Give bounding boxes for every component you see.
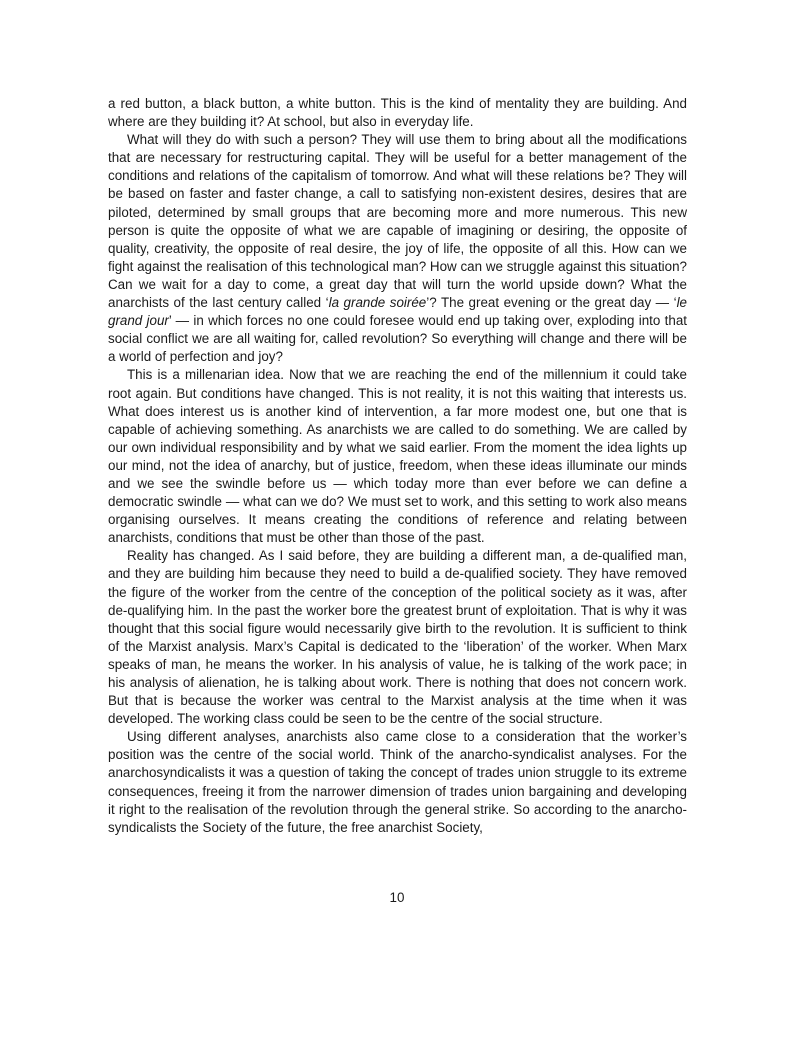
page-body bbox=[108, 95, 687, 837]
paragraph-text: Using different analyses, anarchists also came close to a consideration that the worker’s position was the centre of the social world. Think of the anarcho-syndicalist analyses. For the anarchosyndicalists it was a question of taking the concept of trades union struggle to its extreme consequences, freeing it from the narrower dimension of trades union bargaining and developing it right to the realisation of the revolution through the general strike. So according to the anarcho-syndicalists the Society of the future, the free anarchist Society, bbox=[108, 729, 687, 835]
italic-phrase: le grand jour bbox=[108, 295, 687, 329]
paragraph bbox=[108, 95, 687, 131]
paragraph bbox=[108, 131, 687, 366]
paragraph-text: ’? The great evening or the great day — ‘ bbox=[426, 295, 677, 311]
italic-phrase: la grande soirée bbox=[328, 295, 427, 311]
paragraph bbox=[108, 366, 687, 547]
paragraph-text: a red button, a black button, a white button. This is the kind of mentality they are building. And where are they building it? At school, but also in everyday life. bbox=[108, 96, 687, 130]
paragraph-text: What will they do with such a person? They will use them to bring about all the modifications that are necessary for restructuring capital. They will be useful for a better management of the conditions and relations of the capitalism of tomorrow. And what will these relations be? They will be based on faster and faster change, a call to satisfying non-existent desires, desires that are piloted, determined by small groups that are becoming more and more numerous. This new person is quite the opposite of what we are capable of imagining or desiring, the opposite of quality, creativity, the opposite of real desire, the joy of life, the opposite of all this. How can we fight against the realisation of this technological man? How can we struggle against this situation? Can we wait for a day to come, a great day that will turn the world upside down? What the anarchists of the last century called ‘ bbox=[108, 132, 687, 311]
paragraph bbox=[108, 547, 687, 728]
paragraph-text: Reality has changed. As I said before, they are building a different man, a de-qualified man, and they are building him because they need to build a de-qualified society. They have removed the figure of the worker from the centre of the conception of the political society as it was, after de-qualifying him. In the past the worker bore the greatest brunt of exploitation. That is why it was thought that this social figure would necessarily give birth to the revolution. It is sufficient to think of the Marxist analysis. Marx’s Capital is dedicated to the ‘liberation’ of the worker. When Marx speaks of man, he means the worker. In his analysis of value, he is talking of the work pace; in his analysis of alienation, he is talking about work. There is nothing that does not concern work. But that is because the worker was central to the Marxist analysis at the time when it was developed. The working class could be seen to be the centre of the social structure. bbox=[108, 548, 687, 727]
page-number: 10 bbox=[389, 890, 405, 905]
paragraph-text: This is a millenarian idea. Now that we are reaching the end of the millennium it could take root again. But conditions have changed. This is not reality, it is not this waiting that interests us. What does interest us is another kind of intervention, a far more modest one, but one that is capable of achieving something. As anarchists we are called to do something. We are called by our own individual responsibility and by what we said earlier. From the moment the idea lights up our mind, not the idea of anarchy, but of justice, freedom, when these ideas illuminate our minds and we see the swindle before us — which today more than ever before we can define a democratic swindle — what can we do? We must set to work, and this setting to work also means organising ourselves. It means creating the conditions of reference and relating between anarchists, conditions that must be other than those of the past. bbox=[108, 367, 687, 546]
paragraph bbox=[108, 728, 687, 837]
paragraph-text: ’ — in which forces no one could foresee would end up taking over, exploding into that social conflict we are all waiting for, called revolution? So everything will change and there will be a world of perfection and joy? bbox=[108, 313, 687, 365]
